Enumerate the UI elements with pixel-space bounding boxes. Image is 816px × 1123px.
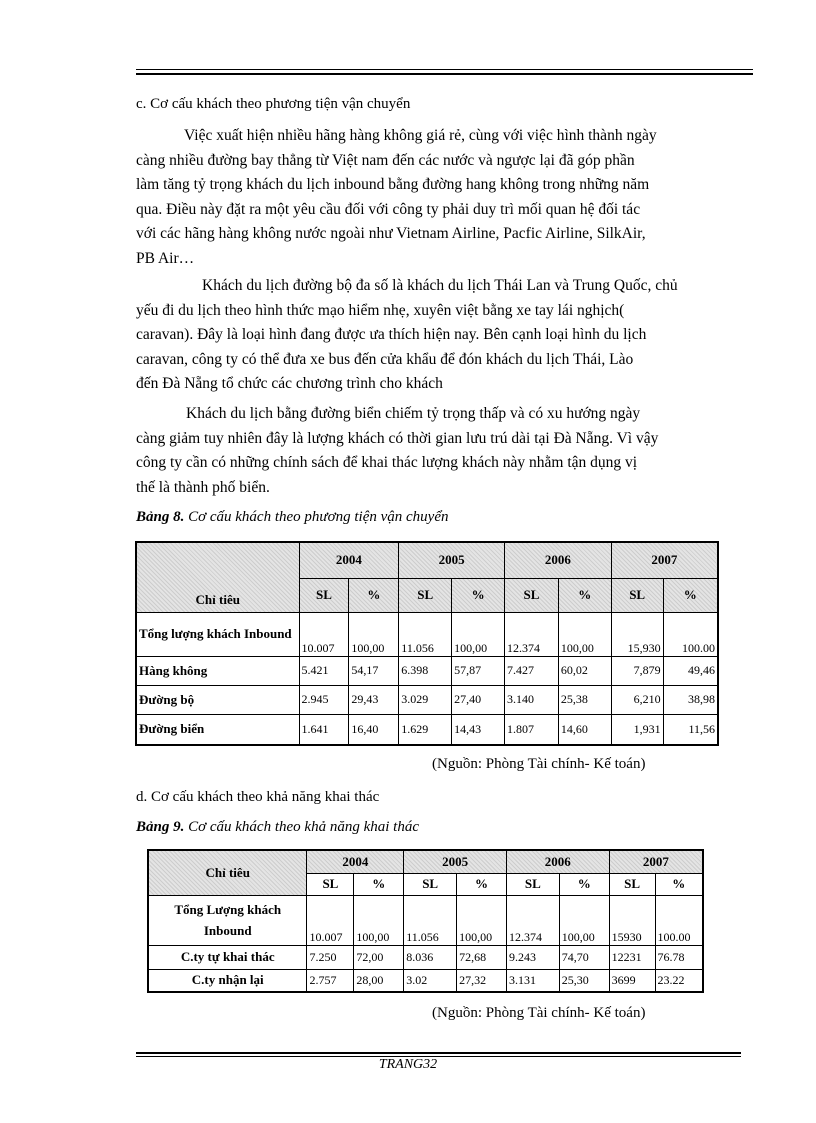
- cell: 74,70: [559, 945, 609, 969]
- para1-line: với các hãng hàng không nước ngoài như Vietnam Airline, Pacfic Airline, SilkAir,: [136, 225, 646, 243]
- criteria-header: Chỉ tiêu: [136, 542, 299, 612]
- para2-line: caravan, công ty có thể đưa xe bus đến cửa khẩu để đón khách du lịch Thái, Lào: [136, 350, 634, 368]
- cell: 7.250: [307, 945, 354, 969]
- cell: 29,43: [349, 685, 399, 714]
- row-label: Đường biển: [136, 714, 299, 745]
- cell: 28,00: [354, 969, 404, 992]
- para3-line: càng giảm tuy nhiên đây là lượng khách có thời gian lưu trú dài tại Đà Nẵng. Vì vậy: [136, 429, 659, 447]
- cell: 100,00: [349, 612, 399, 656]
- cell: 10.007: [299, 612, 349, 656]
- cell: 6,210: [611, 685, 663, 714]
- table-9: [147, 849, 704, 993]
- cell: 1.641: [299, 714, 349, 745]
- pct-header: %: [559, 873, 609, 895]
- para3-line: thế là thành phố biển.: [136, 478, 270, 496]
- cell: 10.007: [307, 895, 354, 945]
- paragraph-2: [136, 274, 738, 397]
- cell: 23.22: [655, 969, 703, 992]
- para3-line: công ty cần có những chính sách để khai thác lượng khách này nhằm tận dụng vị: [136, 454, 638, 472]
- cell: 14,60: [558, 714, 611, 745]
- cell: 27,32: [457, 969, 507, 992]
- row-label: Đường bộ: [136, 685, 299, 714]
- table-row: [136, 714, 718, 745]
- pct-header: %: [558, 578, 611, 612]
- header-rule-top: [136, 69, 753, 70]
- sl-header: SL: [399, 578, 452, 612]
- cell: 72,00: [354, 945, 404, 969]
- table8-caption-number: Bảng 8.: [136, 509, 185, 525]
- table-row: [148, 969, 703, 992]
- sl-header: SL: [307, 873, 354, 895]
- cell: 11,56: [663, 714, 718, 745]
- table-row: [136, 612, 718, 656]
- table8-caption-text: Cơ cấu khách theo phương tiện vận chuyển: [184, 509, 449, 525]
- cell: 12231: [609, 945, 655, 969]
- row-label: Tổng Lượng khách Inbound: [148, 895, 307, 945]
- table9-caption-text: Cơ cấu khách theo khả năng khai thác: [184, 819, 419, 835]
- pct-header: %: [457, 873, 507, 895]
- paragraph-1: [136, 124, 736, 272]
- cell: 1.629: [399, 714, 452, 745]
- section-d-heading: d. Cơ cấu khách theo khả năng khai thác: [136, 789, 380, 805]
- year-header: 2006: [506, 850, 609, 873]
- cell: 100,00: [452, 612, 505, 656]
- year-header: 2006: [505, 542, 612, 578]
- cell: 12.374: [506, 895, 559, 945]
- cell: 15930: [609, 895, 655, 945]
- row-label: Hàng không: [136, 656, 299, 685]
- cell: 100,00: [457, 895, 507, 945]
- pct-header: %: [349, 578, 399, 612]
- para1-line: Việc xuất hiện nhiều hãng hàng không giá rẻ, cùng với việc hình thành ngày: [184, 127, 657, 144]
- para1-line: càng nhiều đường bay thẳng từ Việt nam đến các nước và ngược lại đã góp phần: [136, 151, 635, 169]
- table8-caption: [136, 509, 448, 526]
- table9-caption-number: Bảng 9.: [136, 819, 185, 835]
- cell: 27,40: [452, 685, 505, 714]
- cell: 1,931: [611, 714, 663, 745]
- para1-line: qua. Điều này đặt ra một yêu cầu đối với công ty phải duy trì mối quan hệ đối tác: [136, 200, 641, 218]
- cell: 25,30: [559, 969, 609, 992]
- para3-line: Khách du lịch bằng đường biển chiếm tỷ trọng thấp và có xu hướng ngày: [186, 405, 641, 422]
- cell: 100,00: [559, 895, 609, 945]
- cell: 9.243: [506, 945, 559, 969]
- cell: 100,00: [558, 612, 611, 656]
- table-row: [148, 895, 703, 945]
- cell: 11.056: [404, 895, 457, 945]
- cell: 6.398: [399, 656, 452, 685]
- cell: 5.421: [299, 656, 349, 685]
- cell: 14,43: [452, 714, 505, 745]
- table9-caption: [136, 819, 419, 836]
- cell: 100,00: [354, 895, 404, 945]
- cell: 11.056: [399, 612, 452, 656]
- para1-line: làm tăng tỷ trọng khách du lịch inbound bằng đường hang không trong những năm: [136, 176, 650, 194]
- cell: 100.00: [655, 895, 703, 945]
- criteria-header: Chỉ tiêu: [148, 850, 307, 895]
- footer-rule-top: [136, 1052, 741, 1054]
- year-header: 2007: [609, 850, 703, 873]
- pct-header: %: [452, 578, 505, 612]
- year-header: 2005: [399, 542, 505, 578]
- cell: 16,40: [349, 714, 399, 745]
- para2-line: Khách du lịch đường bộ đa số là khách du lịch Thái Lan và Trung Quốc, chủ: [202, 277, 678, 294]
- sl-header: SL: [404, 873, 457, 895]
- pct-header: %: [655, 873, 703, 895]
- year-header: 2005: [404, 850, 507, 873]
- cell: 72,68: [457, 945, 507, 969]
- sl-header: SL: [611, 578, 663, 612]
- cell: 8.036: [404, 945, 457, 969]
- sl-header: SL: [506, 873, 559, 895]
- year-header: 2004: [299, 542, 399, 578]
- cell: 2.945: [299, 685, 349, 714]
- cell: 3.02: [404, 969, 457, 992]
- cell: 57,87: [452, 656, 505, 685]
- table-8: [135, 541, 719, 746]
- paragraph-3: [136, 402, 736, 500]
- para2-line: yếu đi du lịch theo hình thức mạo hiểm nhẹ, xuyên việt bằng xe tay lái nghịch(: [136, 301, 625, 319]
- cell: 76.78: [655, 945, 703, 969]
- row-label: C.ty nhận lại: [148, 969, 307, 992]
- cell: 12.374: [505, 612, 559, 656]
- cell: 15,930: [611, 612, 663, 656]
- table-row: [136, 656, 718, 685]
- cell: 7.427: [505, 656, 559, 685]
- table8-source: (Nguồn: Phòng Tài chính- Kế toán): [432, 756, 646, 772]
- cell: 3.131: [506, 969, 559, 992]
- cell: 7,879: [611, 656, 663, 685]
- row-label: Tổng lượng khách Inbound: [136, 612, 299, 656]
- sl-header: SL: [299, 578, 349, 612]
- cell: 38,98: [663, 685, 718, 714]
- cell: 2.757: [307, 969, 354, 992]
- cell: 100.00: [663, 612, 718, 656]
- para1-line: PB Air…: [136, 249, 195, 267]
- sl-header: SL: [505, 578, 559, 612]
- row-label: C.ty tự khai thác: [148, 945, 307, 969]
- pct-header: %: [663, 578, 718, 612]
- table9-source: (Nguồn: Phòng Tài chính- Kế toán): [432, 1005, 646, 1021]
- section-c-heading: c. Cơ cấu khách theo phương tiện vận chuyển: [136, 96, 411, 112]
- cell: 54,17: [349, 656, 399, 685]
- table-row: [148, 945, 703, 969]
- year-header: 2004: [307, 850, 404, 873]
- sl-header: SL: [609, 873, 655, 895]
- cell: 3.140: [505, 685, 559, 714]
- cell: 49,46: [663, 656, 718, 685]
- cell: 60,02: [558, 656, 611, 685]
- cell: 3.029: [399, 685, 452, 714]
- header-rule-bottom: [136, 73, 753, 75]
- cell: 1.807: [505, 714, 559, 745]
- para2-line: đến Đà Nẵng tổ chức các chương trình cho khách: [136, 375, 443, 393]
- table-row: [136, 685, 718, 714]
- page-number: TRANG32: [378, 1057, 438, 1072]
- year-header: 2007: [611, 542, 718, 578]
- cell: 3699: [609, 969, 655, 992]
- para2-line: caravan). Đây là loại hình đang được ưa thích hiện nay. Bên cạnh loại hình du lịch: [136, 326, 647, 344]
- cell: 25,38: [558, 685, 611, 714]
- pct-header: %: [354, 873, 404, 895]
